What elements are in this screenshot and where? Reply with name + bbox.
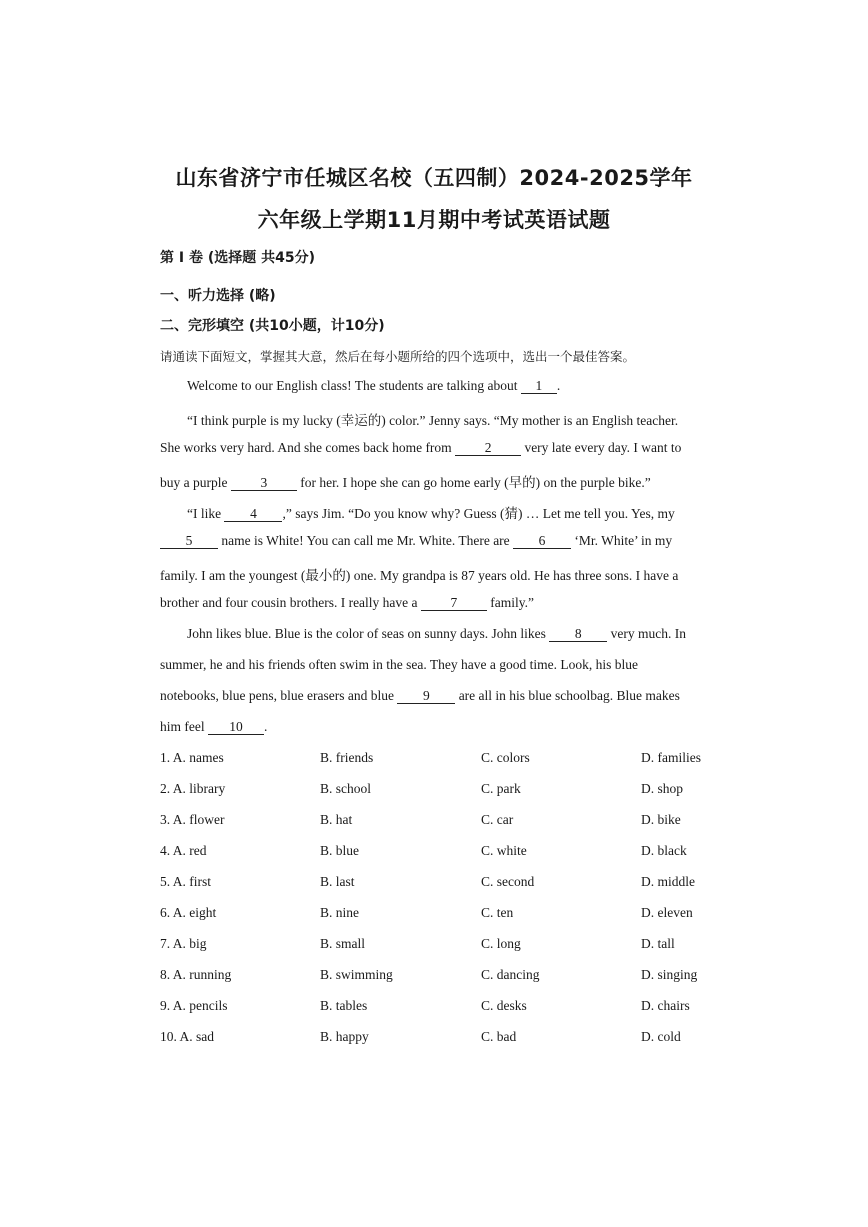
section-heading-cloze: 二、完形填空 (共10小题，计10分) — [160, 318, 385, 334]
option-d: D. black — [641, 843, 687, 858]
part-heading: 第 Ⅰ 卷 (选择题 共45分) — [160, 250, 315, 266]
passage-text: buy a purple — [160, 475, 231, 490]
passage-line — [160, 595, 710, 611]
cloze-instruction: 请通读下面短文，掌握其大意，然后在每小题所给的四个选项中，选出一个最佳答案。 — [160, 349, 636, 364]
option-b: B. hat — [320, 812, 353, 827]
option-c: C. colors — [481, 750, 530, 765]
passage-text: brother and four cousin brothers. I really have a — [160, 595, 421, 610]
passage-text: ,” says Jim. “Do you know why? Guess (猜) … Let me tell you. Yes, my — [282, 506, 675, 521]
option-c: C. dancing — [481, 967, 540, 982]
option-c: C. bad — [481, 1029, 517, 1044]
option-d: D. families — [641, 750, 701, 765]
option-d: D. tall — [641, 936, 675, 951]
passage-line — [160, 533, 710, 549]
exam-title-line1: 山东省济宁市任城区名校（五四制）2024-2025学年 — [175, 166, 693, 190]
passage-text: . — [556, 378, 561, 393]
blank-1: 1 — [521, 379, 557, 394]
option-a: 7. A. big — [160, 936, 207, 951]
option-b: B. nine — [320, 905, 359, 920]
option-a: 8. A. running — [160, 967, 232, 982]
option-b: B. last — [320, 874, 355, 889]
passage-text: She works very hard. And she comes back home from — [160, 440, 456, 455]
option-c: C. ten — [481, 905, 514, 920]
option-c: C. white — [481, 843, 527, 858]
passage-text: “I like — [187, 506, 225, 521]
passage-text: for her. I hope she can go home early (早的) on the purple bike.” — [296, 475, 651, 490]
passage-text: Welcome to our English class! The students are talking about — [187, 378, 521, 393]
option-b: B. tables — [320, 998, 368, 1013]
blank-2: 2 — [455, 441, 521, 456]
option-b: B. school — [320, 781, 372, 796]
passage-line: “I think purple is my lucky (幸运的) color.” Jenny says. “My mother is an English teacher. — [187, 413, 679, 428]
option-b: B. blue — [320, 843, 359, 858]
option-c: C. park — [481, 781, 521, 796]
option-a: 10. A. sad — [160, 1029, 214, 1044]
option-a: 2. A. library — [160, 781, 226, 796]
passage-text: him feel — [160, 719, 208, 734]
blank-9: 9 — [397, 689, 455, 704]
passage-line — [160, 719, 710, 735]
option-d: D. eleven — [641, 905, 693, 920]
passage-line — [187, 502, 710, 522]
option-a: 9. A. pencils — [160, 998, 228, 1013]
blank-3: 3 — [231, 476, 297, 491]
passage-line — [160, 688, 710, 704]
blank-10: 10 — [208, 720, 264, 735]
blank-7: 7 — [421, 596, 487, 611]
option-a: 1. A. names — [160, 750, 224, 765]
passage-text: notebooks, blue pens, blue erasers and blue — [160, 688, 398, 703]
option-d: D. chairs — [641, 998, 690, 1013]
passage-text: name is White! You can call me Mr. White. There are — [218, 533, 514, 548]
passage-text: John likes blue. Blue is the color of seas on sunny days. John likes — [187, 626, 550, 641]
section-heading-listening: 一、听力选择 (略) — [160, 288, 276, 304]
option-a: 5. A. first — [160, 874, 212, 889]
passage-text: ‘Mr. White’ in my — [571, 533, 673, 548]
option-a: 3. A. flower — [160, 812, 225, 827]
passage-text: . — [263, 719, 268, 734]
blank-6: 6 — [513, 534, 571, 549]
passage-line: summer, he and his friends often swim in the sea. They have a good time. Look, his blue — [160, 657, 638, 672]
option-c: C. desks — [481, 998, 527, 1013]
option-b: B. swimming — [320, 967, 393, 982]
passage-line: family. I am the youngest (最小的) one. My grandpa is 87 years old. He has three sons. I have a — [160, 568, 679, 583]
passage-line — [187, 626, 710, 642]
passage-text: very late every day. I want to — [521, 440, 682, 455]
option-c: C. second — [481, 874, 535, 889]
passage-text: family.” — [486, 595, 535, 610]
option-d: D. bike — [641, 812, 681, 827]
option-b: B. happy — [320, 1029, 369, 1044]
passage-line — [160, 440, 710, 456]
option-a: 4. A. red — [160, 843, 207, 858]
option-b: B. small — [320, 936, 366, 951]
option-d: D. cold — [641, 1029, 681, 1044]
option-d: D. singing — [641, 967, 698, 982]
passage-text: are all in his blue schoolbag. Blue makes — [455, 688, 680, 703]
passage-line — [160, 471, 710, 491]
option-c: C. car — [481, 812, 514, 827]
blank-8: 8 — [549, 627, 607, 642]
passage-text: very much. In — [607, 626, 686, 641]
option-d: D. shop — [641, 781, 684, 796]
option-c: C. long — [481, 936, 521, 951]
blank-4: 4 — [224, 507, 282, 522]
blank-5: 5 — [160, 534, 218, 549]
option-b: B. friends — [320, 750, 374, 765]
option-a: 6. A. eight — [160, 905, 217, 920]
passage-line — [187, 378, 710, 394]
option-d: D. middle — [641, 874, 695, 889]
exam-title-line2: 六年级上学期11月期中考试英语试题 — [257, 208, 611, 232]
